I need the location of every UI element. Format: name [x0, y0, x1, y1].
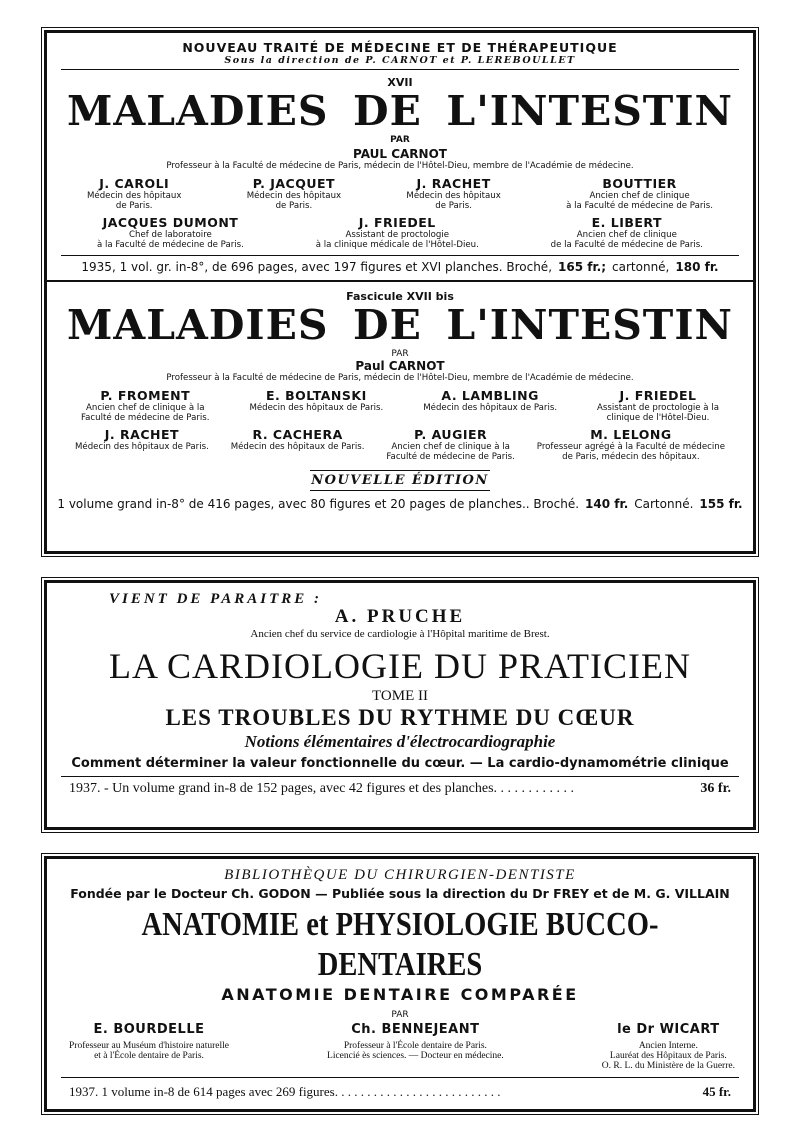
book-title-1	[47, 89, 753, 133]
divider	[47, 280, 753, 282]
contributor: M. LELONG Professeur agrégé à la Faculté de médecine de Paris, médecin des hôpitaux.	[536, 427, 725, 462]
contributor: J. RACHET Médecin des hôpitaux de Paris.	[406, 176, 501, 211]
edition-line-2: 1 volume grand in-8° de 416 pages, avec 80 figures et 20 pages de planches.. Broché. 140 fr. Cartonné. 155 fr.	[57, 497, 743, 511]
series-title: BIBLIOTHÈQUE DU CHIRURGIEN-DENTISTE	[224, 867, 576, 883]
price: 155 fr.	[699, 497, 743, 511]
contributors-row-1	[47, 176, 753, 211]
main-author: Paul CARNOT	[355, 359, 445, 373]
author-desc: Ancien chef du service de cardiologie à l'Hôpital maritime de Brest.	[250, 628, 550, 640]
author: E. BOURDELLE Professeur au Muséum d'histoire naturelle et à l'École dentaire de Paris.	[69, 1022, 230, 1061]
contributors-row-2	[47, 215, 753, 250]
book-title: ANATOMIE et PHYSIOLOGIE BUCCO-DENTAIRES	[141, 906, 659, 983]
tome: TOME II	[372, 688, 428, 704]
par-label: PAR	[391, 349, 409, 359]
divider	[310, 470, 490, 471]
main-author-desc: Professeur à la Faculté de médecine de Paris, médecin de l'Hôtel-Dieu, membre de l'Académie de médecine.	[166, 161, 634, 171]
price: 180 fr.	[675, 260, 719, 274]
subtitle-notions: Notions élémentaires d'électrocardiographie	[244, 732, 556, 751]
author: le Dr WICART Ancien Interne. Lauréat des Hôpitaux de Paris. O. R. L. du Ministère de la Guerre.	[601, 1022, 735, 1071]
par-label: PAR	[391, 1010, 409, 1020]
divider	[61, 255, 739, 256]
par-label: PAR	[390, 135, 410, 145]
subtitle: ANATOMIE DENTAIRE COMPARÉE	[221, 985, 579, 1004]
fascicule-label: Fascicule XVII bis	[346, 290, 454, 303]
divider	[310, 490, 490, 491]
contributor: JACQUES DUMONT Chef de laboratoire à la Faculté de médecine de Paris.	[97, 215, 244, 250]
price: 45 fr.	[702, 1084, 731, 1099]
title-word: DE	[353, 87, 422, 135]
series-title: NOUVEAU TRAITÉ DE MÉDECINE ET DE THÉRAPEUTIQUE	[182, 40, 618, 55]
edition-line: 1937. 1 volume in-8 de 614 pages avec 269 figures. . . . . . . . . . . . . . . . . . . . . . . . . . 45 fr.	[69, 1084, 731, 1099]
price: 165 fr.;	[558, 260, 607, 274]
title-word: L'INTESTIN	[446, 87, 733, 135]
contributor: R. CACHERA Médecin des hôpitaux de Paris.	[230, 427, 365, 452]
contributors-row-3	[47, 388, 753, 423]
series-direction: Sous la direction de P. CARNOT et P. LEREBOULLET	[224, 55, 576, 66]
subtitle-comment: Comment déterminer la valeur fonctionnelle du cœur. — La cardio-dynamométrie clinique	[71, 756, 729, 771]
edition-line-1: 1935, 1 vol. gr. in-8°, de 696 pages, avec 197 figures et XVI planches. Broché, 165 fr.; cartonné, 180 fr.	[81, 260, 719, 274]
kicker: VIENT DE PARAITRE :	[109, 591, 322, 607]
series-founded: Fondée par le Docteur Ch. GODON — Publiée sous la direction du Dr FREY et de M. G. VILLAIN	[70, 886, 730, 901]
title-word: MALADIES	[67, 87, 329, 135]
edition-line: 1937. - Un volume grand in-8 de 152 pages, avec 42 figures et des planches. . . . . . . . . . . . 36 fr.	[69, 781, 731, 796]
book-title: LA CARDIOLOGIE DU PRATICIEN	[109, 646, 691, 686]
main-author: PAUL CARNOT	[353, 147, 447, 161]
contributor: P. FROMENT Ancien chef de clinique à la Faculté de médecine de Paris.	[81, 388, 210, 423]
subtitle: LES TROUBLES DU RYTHME DU CŒUR	[165, 705, 635, 730]
contributor: BOUTTIER Ancien chef de clinique à la Faculté de médecine de Paris.	[566, 176, 713, 211]
book-title-2	[47, 303, 753, 347]
main-author-desc: Professeur à la Faculté de médecine de Paris, médecin de l'Hôtel-Dieu, membre de l'Académie de médecine.	[166, 373, 634, 383]
ad-intestin	[44, 30, 756, 554]
contributor: J. CAROLI Médecin des hôpitaux de Paris.	[87, 176, 182, 211]
contributor: A. LAMBLING Médecin des hôpitaux de Paris.	[423, 388, 558, 413]
contributor: J. FRIEDEL Assistant de proctologie à la clinique médicale de l'Hôtel-Dieu.	[315, 215, 479, 250]
author: Ch. BENNEJEANT Professeur à l'École dentaire de Paris. Licencié ès sciences. — Docteur en médecine.	[327, 1022, 504, 1061]
authors-row	[47, 1022, 753, 1071]
title-word: L'INTESTIN	[446, 301, 733, 349]
ad-anatomie	[44, 856, 756, 1112]
price: 140 fr.	[585, 497, 629, 511]
ad-cardiologie	[44, 580, 756, 830]
volume-number: XVII	[387, 76, 413, 89]
contributor: J. FRIEDEL Assistant de proctologie à la clinique de l'Hôtel-Dieu.	[597, 388, 719, 423]
contributor: P. AUGIER Ancien chef de clinique à la Faculté de médecine de Paris.	[386, 427, 515, 462]
new-edition-label: NOUVELLE ÉDITION	[311, 473, 489, 488]
contributor: E. BOLTANSKI Médecin des hôpitaux de Paris.	[249, 388, 384, 413]
contributor: J. RACHET Médecin des hôpitaux de Paris.	[75, 427, 209, 452]
title-word: DE	[353, 301, 422, 349]
author: A. PRUCHE	[334, 606, 466, 627]
contributor: P. JACQUET Médecin des hôpitaux de Paris.	[246, 176, 342, 211]
price: 36 fr.	[700, 781, 731, 796]
contributor: E. LIBERT Ancien chef de clinique de la Faculté de médecine de Paris.	[550, 215, 703, 250]
contributors-row-4	[47, 427, 753, 462]
divider	[61, 69, 739, 70]
title-word: MALADIES	[67, 301, 329, 349]
